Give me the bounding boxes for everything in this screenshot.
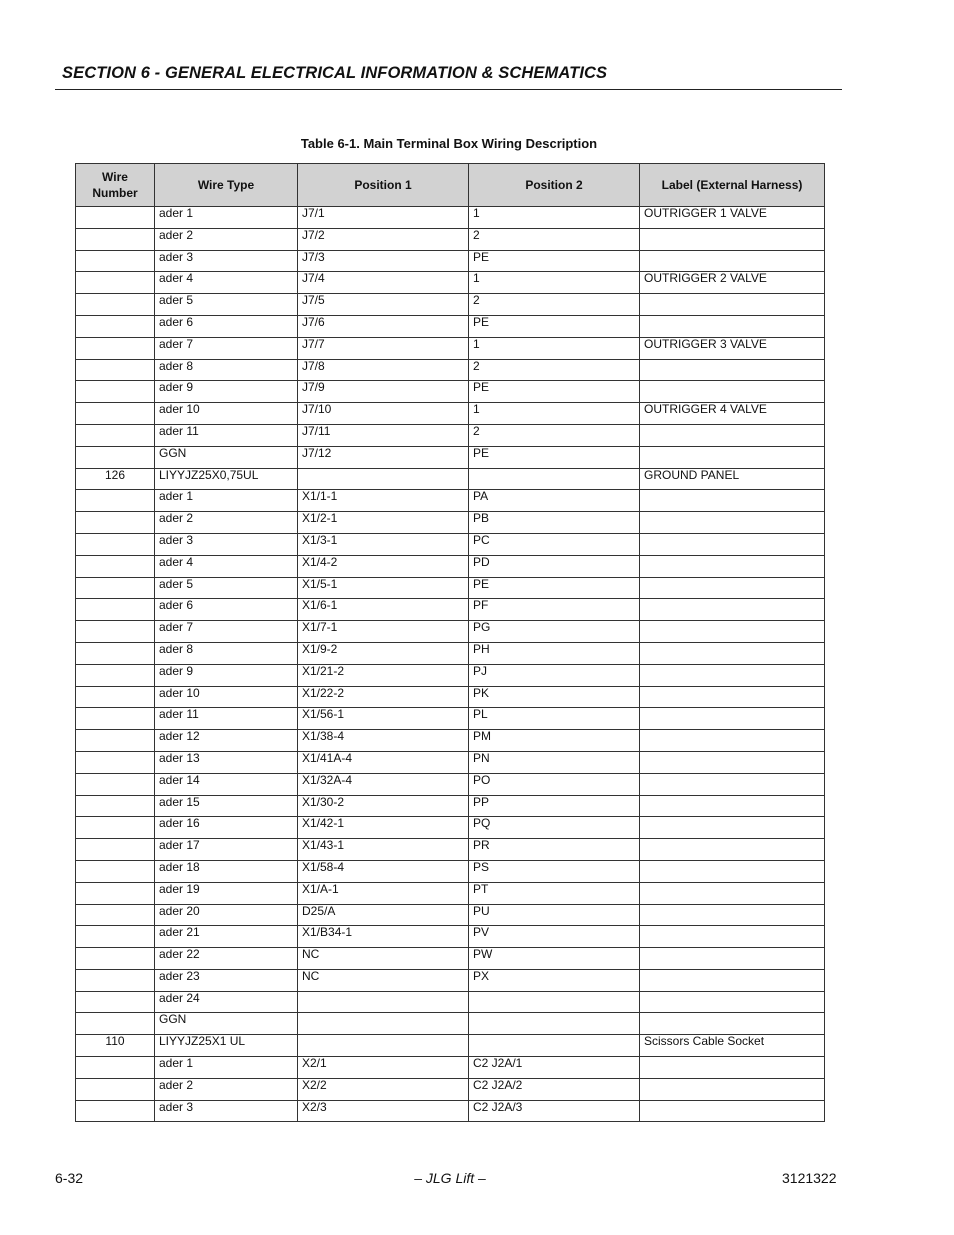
position-2-cell: PR — [469, 839, 640, 861]
table-row — [76, 621, 825, 643]
table-row — [76, 904, 825, 926]
position-1-cell: J7/11 — [298, 424, 469, 446]
label-cell — [640, 381, 825, 403]
wire-number-cell — [76, 424, 155, 446]
label-cell — [640, 991, 825, 1013]
table-row — [76, 686, 825, 708]
wire-number-cell — [76, 860, 155, 882]
wire-number-cell — [76, 664, 155, 686]
position-2-cell: PK — [469, 686, 640, 708]
wire-number-cell — [76, 948, 155, 970]
label-cell — [640, 294, 825, 316]
label-cell — [640, 904, 825, 926]
wire-type-cell: ader 14 — [155, 773, 298, 795]
position-1-cell: J7/5 — [298, 294, 469, 316]
table-row — [76, 817, 825, 839]
column-header-label: Label (External Harness) — [640, 164, 825, 207]
table-row — [76, 1100, 825, 1122]
wire-type-cell: ader 4 — [155, 555, 298, 577]
label-cell — [640, 642, 825, 664]
position-1-cell — [298, 1035, 469, 1057]
label-cell — [640, 969, 825, 991]
wire-type-cell: ader 4 — [155, 272, 298, 294]
table-row — [76, 773, 825, 795]
label-cell — [640, 599, 825, 621]
wire-type-cell: ader 8 — [155, 642, 298, 664]
table-row — [76, 730, 825, 752]
table-row — [76, 468, 825, 490]
wire-type-cell: ader 11 — [155, 424, 298, 446]
table-row — [76, 446, 825, 468]
label-cell — [640, 686, 825, 708]
wire-number-cell — [76, 381, 155, 403]
table-row — [76, 403, 825, 425]
label-cell: Scissors Cable Socket — [640, 1035, 825, 1057]
wire-type-cell: ader 3 — [155, 1100, 298, 1122]
wire-number-cell — [76, 315, 155, 337]
position-2-cell: PP — [469, 795, 640, 817]
wire-type-cell: ader 15 — [155, 795, 298, 817]
wire-number-cell — [76, 926, 155, 948]
position-2-cell: 1 — [469, 272, 640, 294]
wire-number-cell — [76, 642, 155, 664]
position-2-cell: PS — [469, 860, 640, 882]
position-1-cell: X1/9-2 — [298, 642, 469, 664]
label-cell — [640, 424, 825, 446]
label-cell: OUTRIGGER 1 VALVE — [640, 207, 825, 229]
table-row — [76, 991, 825, 1013]
table-row — [76, 1035, 825, 1057]
position-2-cell: 1 — [469, 337, 640, 359]
label-cell — [640, 817, 825, 839]
position-1-cell: X2/3 — [298, 1100, 469, 1122]
wire-type-cell: ader 8 — [155, 359, 298, 381]
label-cell — [640, 773, 825, 795]
label-cell — [640, 315, 825, 337]
label-cell — [640, 708, 825, 730]
label-cell — [640, 730, 825, 752]
label-cell — [640, 1057, 825, 1079]
position-2-cell: PX — [469, 969, 640, 991]
position-2-cell: PH — [469, 642, 640, 664]
wire-number-cell — [76, 839, 155, 861]
position-1-cell: J7/1 — [298, 207, 469, 229]
position-1-cell: X2/2 — [298, 1078, 469, 1100]
wire-number-cell — [76, 207, 155, 229]
wire-number-cell — [76, 555, 155, 577]
position-2-cell: PJ — [469, 664, 640, 686]
label-cell: OUTRIGGER 2 VALVE — [640, 272, 825, 294]
table-row — [76, 1078, 825, 1100]
position-2-cell: PE — [469, 315, 640, 337]
table-row — [76, 642, 825, 664]
label-cell — [640, 621, 825, 643]
table-row — [76, 708, 825, 730]
position-1-cell: J7/7 — [298, 337, 469, 359]
wire-number-cell — [76, 904, 155, 926]
position-2-cell: PC — [469, 533, 640, 555]
wire-number-cell: 110 — [76, 1035, 155, 1057]
label-cell — [640, 512, 825, 534]
position-1-cell: J7/2 — [298, 228, 469, 250]
column-header-wire-type: Wire Type — [155, 164, 298, 207]
table-body — [76, 207, 825, 1122]
wire-number-cell — [76, 403, 155, 425]
publisher-footer: – JLG Lift – — [414, 1170, 486, 1186]
position-1-cell — [298, 1013, 469, 1035]
position-2-cell: 1 — [469, 403, 640, 425]
table-row — [76, 577, 825, 599]
position-1-cell: X1/4-2 — [298, 555, 469, 577]
position-2-cell: PE — [469, 446, 640, 468]
column-header-wire-number: Wire Number — [76, 164, 155, 207]
section-title: SECTION 6 - GENERAL ELECTRICAL INFORMATION & SCHEMATICS — [62, 64, 608, 82]
wire-number-cell — [76, 512, 155, 534]
table-row — [76, 926, 825, 948]
wiring-table — [75, 163, 825, 1122]
wire-type-cell: ader 11 — [155, 708, 298, 730]
position-1-cell: X1/41A-4 — [298, 751, 469, 773]
wire-type-cell: ader 18 — [155, 860, 298, 882]
wire-type-cell: ader 2 — [155, 512, 298, 534]
table-row — [76, 294, 825, 316]
label-cell: GROUND PANEL — [640, 468, 825, 490]
label-cell: OUTRIGGER 4 VALVE — [640, 403, 825, 425]
label-cell — [640, 882, 825, 904]
wire-type-cell: ader 19 — [155, 882, 298, 904]
position-1-cell: J7/9 — [298, 381, 469, 403]
wire-type-cell: ader 17 — [155, 839, 298, 861]
position-2-cell: C2 J2A/1 — [469, 1057, 640, 1079]
position-2-cell: PU — [469, 904, 640, 926]
label-cell — [640, 751, 825, 773]
position-2-cell: PM — [469, 730, 640, 752]
wire-number-cell — [76, 599, 155, 621]
wire-number-cell — [76, 1100, 155, 1122]
table-row — [76, 533, 825, 555]
label-cell — [640, 555, 825, 577]
table-row — [76, 381, 825, 403]
wire-number-cell — [76, 1013, 155, 1035]
table-row — [76, 860, 825, 882]
table-row — [76, 315, 825, 337]
label-cell: OUTRIGGER 3 VALVE — [640, 337, 825, 359]
position-1-cell: D25/A — [298, 904, 469, 926]
table-row — [76, 228, 825, 250]
table-row — [76, 948, 825, 970]
label-cell — [640, 1013, 825, 1035]
position-2-cell: PN — [469, 751, 640, 773]
label-cell — [640, 860, 825, 882]
position-2-cell: PB — [469, 512, 640, 534]
wire-number-cell — [76, 446, 155, 468]
wire-type-cell: ader 2 — [155, 228, 298, 250]
table-row — [76, 490, 825, 512]
wire-type-cell: ader 6 — [155, 599, 298, 621]
position-2-cell: PW — [469, 948, 640, 970]
table-row — [76, 664, 825, 686]
position-2-cell: 1 — [469, 207, 640, 229]
position-2-cell: PD — [469, 555, 640, 577]
position-2-cell: 2 — [469, 424, 640, 446]
position-1-cell: X1/5-1 — [298, 577, 469, 599]
wire-type-cell: GGN — [155, 446, 298, 468]
label-cell — [640, 228, 825, 250]
position-1-cell: X1/3-1 — [298, 533, 469, 555]
label-cell — [640, 795, 825, 817]
wire-type-cell: ader 13 — [155, 751, 298, 773]
wire-type-cell: ader 7 — [155, 621, 298, 643]
wire-number-cell — [76, 751, 155, 773]
page-number: 6-32 — [55, 1170, 84, 1186]
wire-number-cell — [76, 773, 155, 795]
position-2-cell: 2 — [469, 228, 640, 250]
wire-type-cell: GGN — [155, 1013, 298, 1035]
table-row — [76, 250, 825, 272]
table-row — [76, 795, 825, 817]
position-1-cell: X1/43-1 — [298, 839, 469, 861]
wire-number-cell — [76, 795, 155, 817]
position-1-cell: J7/10 — [298, 403, 469, 425]
wire-number-cell — [76, 882, 155, 904]
position-1-cell: X2/1 — [298, 1057, 469, 1079]
position-2-cell — [469, 468, 640, 490]
label-cell — [640, 250, 825, 272]
wire-number-cell: 126 — [76, 468, 155, 490]
position-1-cell: X1/30-2 — [298, 795, 469, 817]
position-1-cell: X1/2-1 — [298, 512, 469, 534]
position-1-cell — [298, 991, 469, 1013]
table-row — [76, 337, 825, 359]
wire-type-cell: ader 7 — [155, 337, 298, 359]
position-2-cell: C2 J2A/2 — [469, 1078, 640, 1100]
wire-number-cell — [76, 991, 155, 1013]
position-1-cell: J7/4 — [298, 272, 469, 294]
table-row — [76, 272, 825, 294]
position-1-cell: X1/21-2 — [298, 664, 469, 686]
position-1-cell: X1/38-4 — [298, 730, 469, 752]
table-row — [76, 1057, 825, 1079]
table-row — [76, 751, 825, 773]
wire-type-cell: ader 9 — [155, 664, 298, 686]
wire-number-cell — [76, 621, 155, 643]
position-1-cell: X1/B34-1 — [298, 926, 469, 948]
wire-type-cell: ader 21 — [155, 926, 298, 948]
position-2-cell: 2 — [469, 359, 640, 381]
position-2-cell: PA — [469, 490, 640, 512]
wire-type-cell: ader 3 — [155, 533, 298, 555]
table-row — [76, 1013, 825, 1035]
wire-number-cell — [76, 577, 155, 599]
label-cell — [640, 533, 825, 555]
wire-type-cell: ader 1 — [155, 1057, 298, 1079]
position-2-cell: C2 J2A/3 — [469, 1100, 640, 1122]
column-header-position-1: Position 1 — [298, 164, 469, 207]
position-2-cell — [469, 1035, 640, 1057]
position-2-cell — [469, 991, 640, 1013]
label-cell — [640, 948, 825, 970]
table-row — [76, 512, 825, 534]
wire-number-cell — [76, 817, 155, 839]
wire-type-cell: LIYYJZ25X1 UL — [155, 1035, 298, 1057]
wire-type-cell: ader 24 — [155, 991, 298, 1013]
label-cell — [640, 359, 825, 381]
table-row — [76, 207, 825, 229]
wire-type-cell: ader 6 — [155, 315, 298, 337]
wire-number-cell — [76, 969, 155, 991]
wire-number-cell — [76, 1078, 155, 1100]
wire-type-cell: ader 16 — [155, 817, 298, 839]
position-1-cell: X1/58-4 — [298, 860, 469, 882]
wire-type-cell: ader 3 — [155, 250, 298, 272]
position-1-cell: X1/42-1 — [298, 817, 469, 839]
label-cell — [640, 1100, 825, 1122]
position-1-cell: X1/32A-4 — [298, 773, 469, 795]
wire-number-cell — [76, 730, 155, 752]
wire-type-cell: ader 2 — [155, 1078, 298, 1100]
wire-type-cell: ader 10 — [155, 686, 298, 708]
label-cell — [640, 490, 825, 512]
wire-type-cell: ader 12 — [155, 730, 298, 752]
wire-number-cell — [76, 250, 155, 272]
position-1-cell: X1/1-1 — [298, 490, 469, 512]
label-cell — [640, 577, 825, 599]
wire-number-cell — [76, 228, 155, 250]
table-row — [76, 359, 825, 381]
position-1-cell: J7/8 — [298, 359, 469, 381]
wire-number-cell — [76, 686, 155, 708]
header-divider — [55, 89, 842, 90]
position-1-cell — [298, 468, 469, 490]
position-2-cell: PV — [469, 926, 640, 948]
wire-type-cell: ader 9 — [155, 381, 298, 403]
table-row — [76, 839, 825, 861]
wire-type-cell: ader 23 — [155, 969, 298, 991]
wire-number-cell — [76, 337, 155, 359]
position-1-cell: J7/3 — [298, 250, 469, 272]
position-2-cell: PE — [469, 577, 640, 599]
position-2-cell: PE — [469, 381, 640, 403]
wire-number-cell — [76, 533, 155, 555]
label-cell — [640, 926, 825, 948]
position-1-cell: NC — [298, 948, 469, 970]
table-row — [76, 969, 825, 991]
wire-type-cell: ader 20 — [155, 904, 298, 926]
position-1-cell: J7/12 — [298, 446, 469, 468]
position-2-cell: PL — [469, 708, 640, 730]
label-cell — [640, 839, 825, 861]
table-row — [76, 599, 825, 621]
label-cell — [640, 1078, 825, 1100]
label-cell — [640, 664, 825, 686]
label-cell — [640, 446, 825, 468]
position-1-cell: NC — [298, 969, 469, 991]
position-1-cell: X1/56-1 — [298, 708, 469, 730]
wire-type-cell: ader 10 — [155, 403, 298, 425]
table-header-row — [76, 164, 825, 207]
position-1-cell: X1/6-1 — [298, 599, 469, 621]
wire-number-cell — [76, 708, 155, 730]
wire-type-cell: ader 1 — [155, 490, 298, 512]
wire-type-cell: ader 5 — [155, 294, 298, 316]
position-2-cell: PQ — [469, 817, 640, 839]
wire-number-cell — [76, 294, 155, 316]
position-2-cell: 2 — [469, 294, 640, 316]
position-2-cell: PO — [469, 773, 640, 795]
table-row — [76, 882, 825, 904]
position-2-cell: PG — [469, 621, 640, 643]
wire-type-cell: ader 1 — [155, 207, 298, 229]
position-2-cell: PT — [469, 882, 640, 904]
wire-number-cell — [76, 490, 155, 512]
position-2-cell — [469, 1013, 640, 1035]
position-1-cell: J7/6 — [298, 315, 469, 337]
table-row — [76, 424, 825, 446]
wire-type-cell: ader 22 — [155, 948, 298, 970]
wire-type-cell: ader 5 — [155, 577, 298, 599]
position-1-cell: X1/22-2 — [298, 686, 469, 708]
position-1-cell: X1/A-1 — [298, 882, 469, 904]
table-caption: Table 6-1. Main Terminal Box Wiring Description — [300, 136, 598, 151]
wire-number-cell — [76, 272, 155, 294]
position-1-cell: X1/7-1 — [298, 621, 469, 643]
table-row — [76, 555, 825, 577]
wire-type-cell: LIYYJZ25X0,75UL — [155, 468, 298, 490]
position-2-cell: PE — [469, 250, 640, 272]
document-number: 3121322 — [782, 1170, 837, 1186]
position-2-cell: PF — [469, 599, 640, 621]
column-header-position-2: Position 2 — [469, 164, 640, 207]
wire-number-cell — [76, 359, 155, 381]
wire-number-cell — [76, 1057, 155, 1079]
